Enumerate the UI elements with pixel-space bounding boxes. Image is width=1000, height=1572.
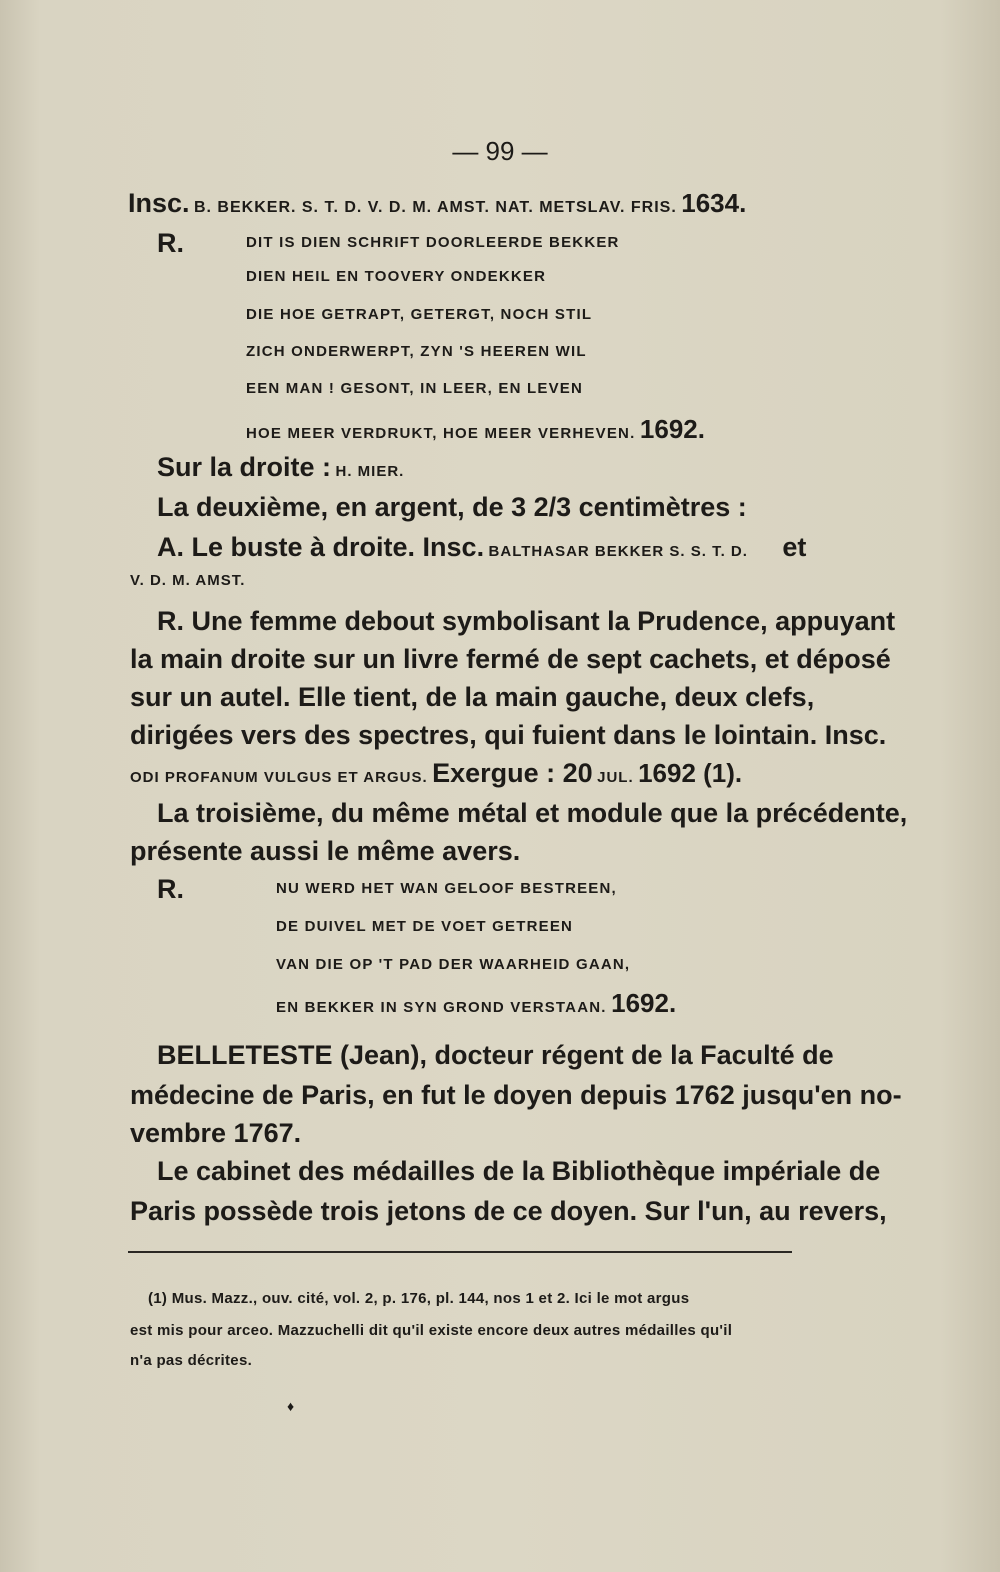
verse-line: DE DUIVEL MET DE VOET GETREEN [276,918,574,935]
belleteste-line: BELLETESTE (Jean), docteur régent de la Faculté de [157,1040,834,1070]
motto-exergue: Exergue : 20 [432,758,593,788]
verse-line: DIEN HEIL EN TOOVERY ONDEKKER [246,268,547,285]
verse-line: EN BEKKER IN SYN GROND VERSTAAN. [276,999,607,1016]
insc-text: B. BEKKER. S. T. D. V. D. M. AMST. NAT. METSLAV. FRIS. [193,199,677,216]
right-side-text: Sur la droite : [157,452,332,482]
footnote-rule [128,1251,792,1253]
reverse-label: R. [157,228,184,258]
obverse-text: A. Le buste à droite. Insc. [157,532,485,562]
second-medal: La deuxième, en argent, de 3 2/3 centimètres : [157,492,747,522]
right-side-line [157,452,404,483]
printer-mark: ♦ [287,1398,295,1414]
verse-line: EEN MAN ! GESONT, IN LEER, EN LEVEN [246,380,584,397]
verse-line: ZICH ONDERWERPT, ZYN 'S HEEREN WIL [246,343,587,360]
footnote-line: (1) Mus. Mazz., ouv. cité, vol. 2, p. 176, pl. 144, nos 1 et 2. Ici le mot argus [148,1290,690,1307]
verse-year: 1692. [611,988,677,1018]
footnote-line: n'a pas décrites. [130,1352,253,1369]
motto-line [130,758,742,789]
obverse-line [157,532,806,563]
reverse-para-line: R. Une femme debout symbolisant la Prudence, appuyant [157,606,896,636]
third-medal-line: présente aussi le même avers. [130,836,521,866]
obverse-insc: BALTHASAR BEKKER S. S. T. D. [488,543,748,560]
cabinet-line: Le cabinet des médailles de la Bibliothèque impériale de [157,1156,881,1186]
motto-year: 1692 (1). [638,758,743,788]
third-medal-line: La troisième, du même métal et module que la précédente, [157,798,908,828]
obverse-et: et [782,532,807,562]
verse-line: DIT IS DIEN SCHRIFT DOORLEERDE BEKKER [246,234,620,251]
reverse-para-line: dirigées vers des spectres, qui fuient dans le lointain. Insc. [130,720,887,750]
verse-year: 1692. [639,414,705,444]
verse-line: NU WERD HET WAN GELOOF BESTREEN, [276,880,617,897]
belleteste-line: médecine de Paris, en fut le doyen depuis 1762 jusqu'en no- [130,1080,902,1110]
verse-line: HOE MEER VERDRUKT, HOE MEER VERHEVEN. [246,425,636,442]
reverse-label: R. [157,874,184,904]
right-side-name: H. MIER. [335,463,405,480]
motto-month: JUL. [597,769,634,786]
belleteste-line: vembre 1767. [130,1118,302,1148]
verse-last-line [276,988,676,1019]
insc-lead: Insc. [128,188,190,218]
reverse-para-line: sur un autel. Elle tient, de la main gauche, deux clefs, [130,682,815,712]
insc-year: 1634. [681,188,747,218]
footnote-line: est mis pour arceo. Mazzuchelli dit qu'il existe encore deux autres médailles qu'il [130,1322,733,1339]
obverse-cont: V. D. M. AMST. [130,572,246,589]
cabinet-line: Paris possède trois jetons de ce doyen. Sur l'un, au revers, [130,1196,887,1226]
motto-insc: ODI PROFANUM VULGUS ET ARGUS. [130,769,428,786]
reverse-para-line: la main droite sur un livre fermé de sept cachets, et déposé [130,644,891,674]
inscription-header [128,188,746,219]
verse-line: VAN DIE OP 'T PAD DER WAARHEID GAAN, [276,956,631,973]
page-number: — 99 — [452,136,548,166]
verse-line: DIE HOE GETRAPT, GETERGT, NOCH STIL [246,306,593,323]
verse-last-line [246,414,705,445]
